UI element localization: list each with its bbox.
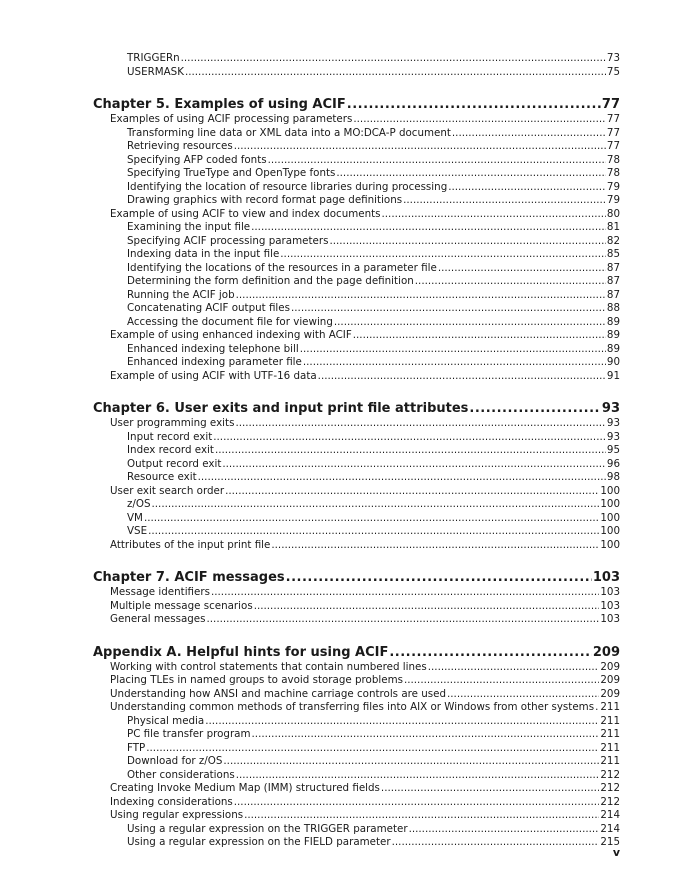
- dot-leader: [235, 417, 605, 430]
- toc-entry-page: 91: [606, 369, 620, 382]
- toc-entry-page: 100: [600, 538, 620, 551]
- dot-leader: [213, 431, 606, 444]
- dot-leader: [409, 823, 600, 836]
- toc-entry-title: Multiple message scenarios: [110, 599, 253, 612]
- toc-entry-page: 89: [606, 342, 620, 355]
- toc-entry-title: PC file transfer program: [127, 728, 251, 740]
- toc-entry-page: 209: [592, 644, 620, 660]
- toc-entry-title: Example of using ACIF to view and index documents: [110, 207, 381, 220]
- toc-chapter-entry[interactable]: [93, 569, 620, 586]
- toc-entry-title: Drawing graphics with record format page definitions: [127, 194, 403, 206]
- toc-entry[interactable]: [127, 471, 620, 484]
- toc-entry-page: 75: [606, 65, 620, 78]
- toc-entry-page: 96: [606, 457, 620, 470]
- toc-entry[interactable]: [110, 370, 620, 383]
- dot-leader: [389, 644, 592, 661]
- dot-leader: [211, 586, 599, 599]
- toc-entry-title: User programming exits: [110, 417, 235, 429]
- toc-entry-page: 211: [600, 714, 620, 727]
- toc-entry-title: VM: [127, 511, 143, 524]
- toc-entry-title: Using a regular expression on the TRIGGER parameter: [127, 822, 408, 835]
- toc-entry-title: z/OS: [127, 498, 151, 510]
- dot-leader: [428, 661, 600, 674]
- toc-entry-page: 98: [606, 471, 620, 483]
- toc-entry[interactable]: [127, 154, 620, 167]
- toc-entry-page: 103: [592, 570, 620, 585]
- toc-entry-title: Enhanced indexing telephone bill: [127, 342, 299, 355]
- dot-leader: [291, 302, 606, 315]
- dot-leader: [347, 96, 601, 113]
- toc-entry-title: Chapter 6. User exits and input print file attributes: [93, 401, 469, 416]
- toc-entry-title: USERMASK: [127, 65, 184, 78]
- toc-entry-page: 95: [606, 444, 620, 456]
- toc-entry-title: Physical media: [127, 714, 205, 727]
- toc-entry-page: 77: [601, 97, 620, 112]
- toc-entry-page: 215: [600, 836, 620, 848]
- toc-chapter-entry[interactable]: [93, 96, 620, 113]
- dot-leader: [286, 569, 592, 586]
- dot-leader: [336, 167, 606, 180]
- toc-entry[interactable]: [127, 140, 620, 153]
- dot-leader: [223, 755, 599, 768]
- dot-leader: [404, 674, 599, 687]
- toc-entry-title: General messages: [110, 613, 206, 625]
- toc-entry[interactable]: [127, 262, 620, 275]
- toc-entry-page: 209: [600, 674, 620, 686]
- toc-entry-page: 77: [606, 140, 620, 152]
- toc-entry[interactable]: [127, 167, 620, 180]
- toc-entry[interactable]: [127, 221, 620, 234]
- toc-entry-title: Appendix A. Helpful hints for using ACIF: [93, 644, 389, 660]
- toc-entry-page: 214: [600, 822, 620, 835]
- dot-leader: [244, 809, 599, 822]
- toc-entry-title: Working with control statements that contain numbered lines: [110, 660, 427, 673]
- toc-entry[interactable]: [127, 275, 620, 288]
- toc-entry-page: 209: [600, 687, 620, 700]
- toc-entry-page: 82: [606, 234, 620, 247]
- dot-leader: [300, 343, 606, 356]
- toc-entry-title: Output record exit: [127, 457, 222, 470]
- toc-entry-page: 211: [600, 741, 620, 754]
- toc-entry[interactable]: [110, 113, 620, 126]
- toc-entry-page: 87: [606, 275, 620, 287]
- toc-chapter-entry[interactable]: [93, 644, 620, 661]
- dot-leader: [146, 742, 599, 755]
- toc-entry[interactable]: [127, 316, 620, 329]
- toc-entry-page: 211: [600, 755, 620, 767]
- dot-leader: [215, 444, 606, 457]
- toc-entry[interactable]: [127, 343, 620, 356]
- toc-entry[interactable]: [127, 356, 620, 369]
- toc-entry[interactable]: [127, 836, 620, 849]
- dot-leader: [382, 208, 606, 221]
- toc-entry[interactable]: [110, 586, 620, 599]
- toc-entry[interactable]: [127, 728, 620, 741]
- toc-entry[interactable]: [127, 458, 620, 471]
- dot-leader: [280, 248, 606, 261]
- dot-leader: [236, 769, 600, 782]
- toc-entry-title: Understanding how ANSI and machine carriage controls are used: [110, 687, 447, 700]
- dot-leader: [353, 113, 606, 126]
- toc-entry-title: User exit search order: [110, 484, 225, 497]
- toc-entry-title: Enhanced indexing parameter file: [127, 356, 302, 368]
- dot-leader: [392, 836, 600, 849]
- toc-entry-page: 103: [600, 586, 620, 598]
- toc-entry-page: 88: [606, 302, 620, 314]
- toc-entry[interactable]: [127, 66, 620, 79]
- toc-entry-title: Chapter 5. Examples of using ACIF: [93, 97, 346, 112]
- toc-entry[interactable]: [127, 431, 620, 444]
- toc-entry-page: 77: [606, 113, 620, 125]
- toc-entry[interactable]: [127, 498, 620, 511]
- toc-entry[interactable]: [127, 769, 620, 782]
- toc-entry-page: 100: [600, 498, 620, 510]
- toc-entry[interactable]: [127, 302, 620, 315]
- dot-leader: [271, 539, 599, 552]
- toc-entry[interactable]: [127, 755, 620, 768]
- toc-entry-title: Placing TLEs in named groups to avoid storage problems: [110, 674, 403, 686]
- toc-entry-page: 100: [600, 525, 620, 537]
- toc-entry-title: Identifying the location of resource libraries during processing: [127, 180, 448, 193]
- dot-leader: [303, 356, 606, 369]
- toc-entry[interactable]: [127, 742, 620, 755]
- toc-entry-title: Determining the form definition and the page definition: [127, 275, 414, 287]
- toc-entry-page: 214: [600, 809, 620, 821]
- toc-entry[interactable]: [127, 248, 620, 261]
- dot-leader: [185, 66, 606, 79]
- toc-entry-title: Creating Invoke Medium Map (IMM) structured fields: [110, 782, 380, 794]
- dot-leader: [181, 52, 606, 65]
- toc-entry-page: 93: [606, 417, 620, 429]
- toc-entry[interactable]: [110, 613, 620, 626]
- toc-entry[interactable]: [110, 329, 620, 342]
- dot-leader: [403, 194, 606, 207]
- toc-entry[interactable]: [110, 208, 620, 221]
- toc-entry-page: 79: [606, 180, 620, 193]
- toc-entry[interactable]: [110, 701, 620, 714]
- toc-entry[interactable]: [127, 181, 620, 194]
- toc-entry-title: Retrieving resources: [127, 140, 233, 152]
- dot-leader: [251, 221, 606, 234]
- toc-entry-page: 77: [606, 126, 620, 139]
- toc-entry-title: Identifying the locations of the resources in a parameter file: [127, 261, 437, 274]
- toc-entry-title: Resource exit: [127, 471, 197, 483]
- toc-entry[interactable]: [110, 417, 620, 430]
- toc-entry-title: VSE: [127, 525, 148, 537]
- page-number: v: [612, 846, 620, 859]
- toc-entry-title: Examples of using ACIF processing parameters: [110, 113, 353, 125]
- toc-entry-page: 212: [600, 768, 620, 781]
- dot-leader: [447, 688, 599, 701]
- toc-entry[interactable]: [127, 235, 620, 248]
- toc-entry[interactable]: [127, 525, 620, 538]
- dot-leader: [205, 715, 599, 728]
- dot-leader: [236, 289, 606, 302]
- toc-entry-page: 89: [606, 329, 620, 341]
- dot-leader: [234, 796, 600, 809]
- toc-entry-title: Chapter 7. ACIF messages: [93, 570, 285, 585]
- toc-entry-title: Download for z/OS: [127, 755, 223, 767]
- dot-leader: [415, 275, 606, 288]
- toc-entry-page: 87: [606, 288, 620, 301]
- toc-entry[interactable]: [127, 127, 620, 140]
- dot-leader: [268, 154, 606, 167]
- toc-entry[interactable]: [110, 600, 620, 613]
- dot-leader: [329, 235, 605, 248]
- toc-entry-page: 89: [606, 315, 620, 328]
- toc-entry-page: 209: [600, 660, 620, 673]
- toc-entry-title: Example of using ACIF with UTF-16 data: [110, 369, 317, 382]
- toc-entry-page: 100: [600, 511, 620, 524]
- dot-leader: [148, 525, 599, 538]
- toc-entry-title: Indexing considerations: [110, 795, 233, 808]
- dot-leader: [452, 127, 606, 140]
- toc-entry-title: FTP: [127, 741, 146, 754]
- toc-entry-page: 211: [600, 701, 620, 713]
- toc-entry-title: Attributes of the input print file: [110, 538, 271, 551]
- toc-entry-title: TRIGGERn: [127, 52, 180, 64]
- toc-entry-page: 73: [606, 52, 620, 64]
- dot-leader: [595, 701, 599, 714]
- toc-entry[interactable]: [110, 688, 620, 701]
- toc-entry-page: 103: [600, 599, 620, 612]
- toc-entry[interactable]: [127, 289, 620, 302]
- toc-entry-page: 81: [606, 221, 620, 233]
- dot-leader: [222, 458, 606, 471]
- toc-entry[interactable]: [127, 715, 620, 728]
- toc-entry-title: Other considerations: [127, 768, 235, 781]
- dot-leader: [318, 370, 606, 383]
- toc-entry-title: Using a regular expression on the FIELD parameter: [127, 836, 391, 848]
- dot-leader: [381, 782, 599, 795]
- toc-entry-title: Message identifiers: [110, 586, 210, 598]
- toc-entry-page: 93: [606, 430, 620, 443]
- toc-entry[interactable]: [127, 52, 620, 65]
- toc-entry-title: Input record exit: [127, 430, 213, 443]
- toc-entry-title: Index record exit: [127, 444, 214, 456]
- toc-entry-page: 78: [606, 153, 620, 166]
- dot-leader: [152, 498, 600, 511]
- toc-entry[interactable]: [110, 674, 620, 687]
- toc-entry-title: Running the ACIF job: [127, 288, 235, 301]
- toc-entry-page: 85: [606, 248, 620, 260]
- dot-leader: [469, 400, 600, 417]
- toc-entry-title: Understanding common methods of transferring files into AIX or Windows from other systems: [110, 701, 595, 713]
- toc-entry-title: Using regular expressions: [110, 809, 244, 821]
- dot-leader: [144, 512, 599, 525]
- toc-entry-page: 80: [606, 207, 620, 220]
- toc-chapter-entry[interactable]: [93, 400, 620, 417]
- toc-entry[interactable]: [110, 661, 620, 674]
- toc-entry[interactable]: [110, 796, 620, 809]
- dot-leader: [234, 140, 606, 153]
- dot-leader: [438, 262, 606, 275]
- toc-entry-page: 212: [600, 782, 620, 794]
- toc-entry[interactable]: [127, 194, 620, 207]
- dot-leader: [353, 329, 606, 342]
- toc-entry[interactable]: [110, 782, 620, 795]
- toc-entry-page: 93: [601, 401, 620, 416]
- toc-entry-page: 78: [606, 167, 620, 179]
- toc-entry-title: Examining the input file: [127, 221, 251, 233]
- toc-entry-title: Example of using enhanced indexing with ACIF: [110, 329, 352, 341]
- toc-entry-page: 103: [600, 613, 620, 625]
- dot-leader: [225, 485, 599, 498]
- dot-leader: [252, 728, 600, 741]
- dot-leader: [207, 613, 600, 626]
- toc-entry[interactable]: [127, 444, 620, 457]
- toc-entry-page: 212: [600, 795, 620, 808]
- toc-entry-title: Specifying TrueType and OpenType fonts: [127, 167, 336, 179]
- toc-entry[interactable]: [127, 512, 620, 525]
- dot-leader: [448, 181, 606, 194]
- dot-leader: [254, 600, 600, 613]
- toc-entry[interactable]: [110, 485, 620, 498]
- toc-entry-page: 100: [600, 484, 620, 497]
- dot-leader: [334, 316, 606, 329]
- toc-entry-page: 211: [600, 728, 620, 740]
- toc-entry-title: Indexing data in the input file: [127, 248, 280, 260]
- toc-entry-title: Transforming line data or XML data into a MO:DCA-P document: [127, 126, 451, 139]
- toc-entry[interactable]: [127, 823, 620, 836]
- toc-entry-page: 87: [606, 261, 620, 274]
- toc-entry-title: Concatenating ACIF output files: [127, 302, 290, 314]
- toc-entry[interactable]: [110, 809, 620, 822]
- toc-entry-page: 79: [606, 194, 620, 206]
- toc-entry-page: 90: [606, 356, 620, 368]
- dot-leader: [198, 471, 606, 484]
- toc-entry-title: Specifying AFP coded fonts: [127, 153, 267, 166]
- toc-entry-title: Accessing the document file for viewing: [127, 315, 333, 328]
- toc-entry[interactable]: [110, 539, 620, 552]
- toc-entry-title: Specifying ACIF processing parameters: [127, 234, 329, 247]
